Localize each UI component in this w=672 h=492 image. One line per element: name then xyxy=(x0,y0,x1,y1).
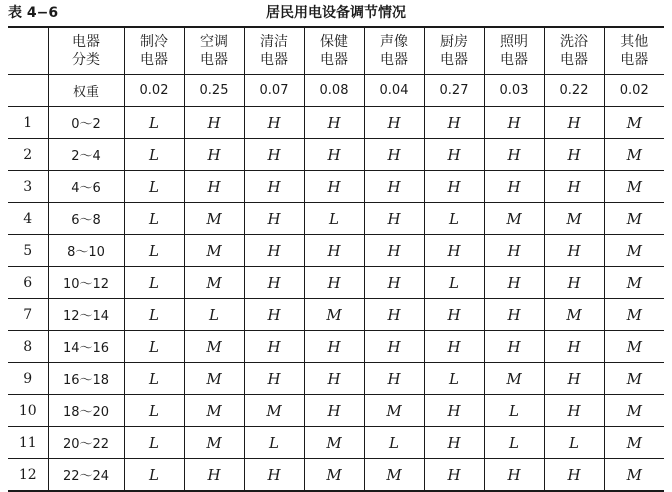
regulation-level: H xyxy=(364,235,424,267)
header-appliance-cell xyxy=(184,27,244,75)
table-row xyxy=(8,139,664,171)
regulation-level: H xyxy=(244,363,304,395)
header-appliance-line1: 照明 xyxy=(500,34,528,50)
header-appliance-line2: 电器 xyxy=(140,52,168,68)
table-row xyxy=(8,427,664,459)
regulation-level: M xyxy=(544,203,604,235)
regulation-level: H xyxy=(544,395,604,427)
regulation-level: M xyxy=(184,267,244,299)
regulation-level: L xyxy=(484,427,544,459)
regulation-level: H xyxy=(424,235,484,267)
regulation-level: L xyxy=(364,427,424,459)
regulation-level: L xyxy=(184,299,244,331)
time-range: 8～10 xyxy=(48,235,124,267)
header-appliance-cell xyxy=(424,27,484,75)
time-range: 14～16 xyxy=(48,331,124,363)
header-appliance-cell xyxy=(124,27,184,75)
regulation-level: H xyxy=(544,363,604,395)
header-appliance-line2: 电器 xyxy=(320,52,348,68)
header-appliance-line2: 电器 xyxy=(440,52,468,68)
regulation-level: M xyxy=(604,363,664,395)
regulation-level: H xyxy=(244,267,304,299)
regulation-level: H xyxy=(484,235,544,267)
regulation-level: L xyxy=(124,459,184,492)
row-index: 3 xyxy=(8,171,48,203)
header-appliance-cell xyxy=(544,27,604,75)
time-range: 10～12 xyxy=(48,267,124,299)
regulation-level: H xyxy=(544,267,604,299)
regulation-level: L xyxy=(124,235,184,267)
regulation-level: H xyxy=(184,171,244,203)
regulation-level: H xyxy=(364,267,424,299)
regulation-level: H xyxy=(544,107,604,139)
regulation-level: M xyxy=(244,395,304,427)
time-range: 2～4 xyxy=(48,139,124,171)
row-index: 10 xyxy=(8,395,48,427)
table-number: 表 4−6 xyxy=(8,5,59,21)
regulation-level: M xyxy=(604,459,664,492)
regulation-level: L xyxy=(124,299,184,331)
header-appliance-line2: 电器 xyxy=(560,52,588,68)
regulation-level: H xyxy=(364,299,424,331)
table-title: 居民用电设备调节情况 xyxy=(266,5,406,21)
regulation-level: M xyxy=(604,427,664,459)
regulation-level: L xyxy=(124,395,184,427)
regulation-level: H xyxy=(244,459,304,492)
regulation-level: M xyxy=(184,395,244,427)
weight-value: 0.22 xyxy=(544,75,604,107)
regulation-level: M xyxy=(604,235,664,267)
regulation-level: H xyxy=(364,203,424,235)
regulation-level: L xyxy=(124,139,184,171)
header-appliance-cell xyxy=(364,27,424,75)
regulation-level: L xyxy=(424,267,484,299)
weight-value: 0.25 xyxy=(184,75,244,107)
time-range: 22～24 xyxy=(48,459,124,492)
row-index: 7 xyxy=(8,299,48,331)
weight-value: 0.04 xyxy=(364,75,424,107)
regulation-level: M xyxy=(604,107,664,139)
regulation-level: H xyxy=(244,299,304,331)
regulation-level: H xyxy=(304,107,364,139)
regulation-level: H xyxy=(184,459,244,492)
regulation-level: H xyxy=(304,235,364,267)
header-appliance-line1: 厨房 xyxy=(440,34,468,50)
header-appliance-line2: 电器 xyxy=(500,52,528,68)
regulation-level: M xyxy=(184,203,244,235)
header-appliance-cell xyxy=(244,27,304,75)
regulation-level: M xyxy=(604,267,664,299)
regulation-level: H xyxy=(484,459,544,492)
weight-row xyxy=(8,75,664,107)
row-index: 4 xyxy=(8,203,48,235)
header-appliance-cell xyxy=(604,27,664,75)
header-appliance-line1: 声像 xyxy=(380,34,408,50)
regulation-level: H xyxy=(424,107,484,139)
weight-label: 权重 xyxy=(48,75,124,107)
regulation-level: H xyxy=(484,139,544,171)
regulation-level: L xyxy=(124,363,184,395)
regulation-level: L xyxy=(124,203,184,235)
table-row xyxy=(8,107,664,139)
regulation-level: H xyxy=(544,235,604,267)
regulation-level: M xyxy=(364,395,424,427)
regulation-level: L xyxy=(124,171,184,203)
regulation-level: L xyxy=(124,427,184,459)
regulation-level: L xyxy=(424,363,484,395)
regulation-level: H xyxy=(424,171,484,203)
appliance-regulation-table xyxy=(8,26,664,492)
regulation-level: H xyxy=(484,171,544,203)
table-row xyxy=(8,395,664,427)
regulation-level: H xyxy=(364,331,424,363)
regulation-level: H xyxy=(484,267,544,299)
table-row xyxy=(8,203,664,235)
regulation-level: M xyxy=(364,459,424,492)
regulation-level: L xyxy=(544,427,604,459)
time-range: 12～14 xyxy=(48,299,124,331)
header-appliance-cell xyxy=(304,27,364,75)
table-row xyxy=(8,331,664,363)
regulation-level: H xyxy=(244,331,304,363)
weight-value: 0.02 xyxy=(124,75,184,107)
regulation-level: L xyxy=(484,395,544,427)
row-index: 11 xyxy=(8,427,48,459)
regulation-level: L xyxy=(304,203,364,235)
time-range: 16～18 xyxy=(48,363,124,395)
regulation-level: H xyxy=(304,171,364,203)
weight-index-cell xyxy=(8,75,48,107)
row-index: 8 xyxy=(8,331,48,363)
header-appliance-line1: 清洁 xyxy=(260,34,288,50)
weight-value: 0.27 xyxy=(424,75,484,107)
regulation-level: H xyxy=(424,395,484,427)
header-appliance-line2: 电器 xyxy=(620,52,649,68)
header-index-cell xyxy=(8,27,48,75)
time-range: 6～8 xyxy=(48,203,124,235)
regulation-level: M xyxy=(604,395,664,427)
regulation-level: L xyxy=(124,107,184,139)
regulation-level: H xyxy=(424,427,484,459)
table-row xyxy=(8,459,664,492)
regulation-level: L xyxy=(124,267,184,299)
header-appliance-line1: 空调 xyxy=(200,34,228,50)
regulation-level: M xyxy=(484,203,544,235)
regulation-level: M xyxy=(304,459,364,492)
regulation-level: M xyxy=(484,363,544,395)
time-range: 18～20 xyxy=(48,395,124,427)
regulation-level: M xyxy=(604,331,664,363)
regulation-level: H xyxy=(544,331,604,363)
regulation-level: H xyxy=(244,107,304,139)
row-index: 1 xyxy=(8,107,48,139)
regulation-level: H xyxy=(244,171,304,203)
regulation-level: M xyxy=(184,363,244,395)
regulation-level: H xyxy=(364,171,424,203)
regulation-level: H xyxy=(304,395,364,427)
header-appliance-line2: 电器 xyxy=(380,52,408,68)
table-row xyxy=(8,171,664,203)
table-row xyxy=(8,299,664,331)
regulation-level: H xyxy=(484,299,544,331)
regulation-level: H xyxy=(424,459,484,492)
table-row xyxy=(8,235,664,267)
regulation-level: H xyxy=(544,459,604,492)
regulation-level: M xyxy=(604,171,664,203)
weight-value: 0.07 xyxy=(244,75,304,107)
header-appliance-cell xyxy=(484,27,544,75)
header-appliance-line1: 保健 xyxy=(320,34,348,50)
header-appliance-line1: 其他 xyxy=(620,34,649,50)
regulation-level: M xyxy=(304,299,364,331)
regulation-level: H xyxy=(304,267,364,299)
regulation-level: M xyxy=(604,299,664,331)
time-range: 0～2 xyxy=(48,107,124,139)
regulation-level: L xyxy=(124,331,184,363)
header-category-cell xyxy=(48,27,124,75)
regulation-level: M xyxy=(544,299,604,331)
header-appliance-line2: 电器 xyxy=(260,52,288,68)
regulation-level: H xyxy=(424,139,484,171)
row-index: 12 xyxy=(8,459,48,492)
header-appliance-line2: 电器 xyxy=(200,52,228,68)
regulation-level: H xyxy=(304,139,364,171)
table-row xyxy=(8,267,664,299)
regulation-level: M xyxy=(184,235,244,267)
regulation-level: H xyxy=(484,107,544,139)
regulation-level: H xyxy=(424,299,484,331)
time-range: 20～22 xyxy=(48,427,124,459)
regulation-level: M xyxy=(604,139,664,171)
weight-value: 0.02 xyxy=(604,75,664,107)
regulation-level: H xyxy=(484,331,544,363)
weight-value: 0.08 xyxy=(304,75,364,107)
header-row xyxy=(8,27,664,75)
regulation-level: L xyxy=(424,203,484,235)
regulation-level: H xyxy=(244,139,304,171)
time-range: 4～6 xyxy=(48,171,124,203)
table-body xyxy=(8,27,664,491)
regulation-level: H xyxy=(424,331,484,363)
header-appliance-line1: 制冷 xyxy=(140,34,168,50)
regulation-level: H xyxy=(544,171,604,203)
regulation-level: M xyxy=(304,427,364,459)
regulation-level: H xyxy=(184,107,244,139)
regulation-level: L xyxy=(244,427,304,459)
row-index: 9 xyxy=(8,363,48,395)
regulation-level: H xyxy=(304,363,364,395)
regulation-level: H xyxy=(244,203,304,235)
row-index: 2 xyxy=(8,139,48,171)
row-index: 5 xyxy=(8,235,48,267)
regulation-level: M xyxy=(184,331,244,363)
regulation-level: H xyxy=(244,235,304,267)
header-category-line1: 电器 xyxy=(72,34,100,50)
table-caption xyxy=(8,4,664,26)
regulation-level: H xyxy=(364,139,424,171)
regulation-level: H xyxy=(364,107,424,139)
weight-value: 0.03 xyxy=(484,75,544,107)
table-row xyxy=(8,363,664,395)
header-category-line2: 分类 xyxy=(72,52,100,68)
header-appliance-line1: 洗浴 xyxy=(560,34,588,50)
regulation-level: H xyxy=(184,139,244,171)
regulation-level: H xyxy=(304,331,364,363)
row-index: 6 xyxy=(8,267,48,299)
regulation-level: H xyxy=(364,363,424,395)
regulation-level: M xyxy=(184,427,244,459)
regulation-level: M xyxy=(604,203,664,235)
regulation-level: H xyxy=(544,139,604,171)
